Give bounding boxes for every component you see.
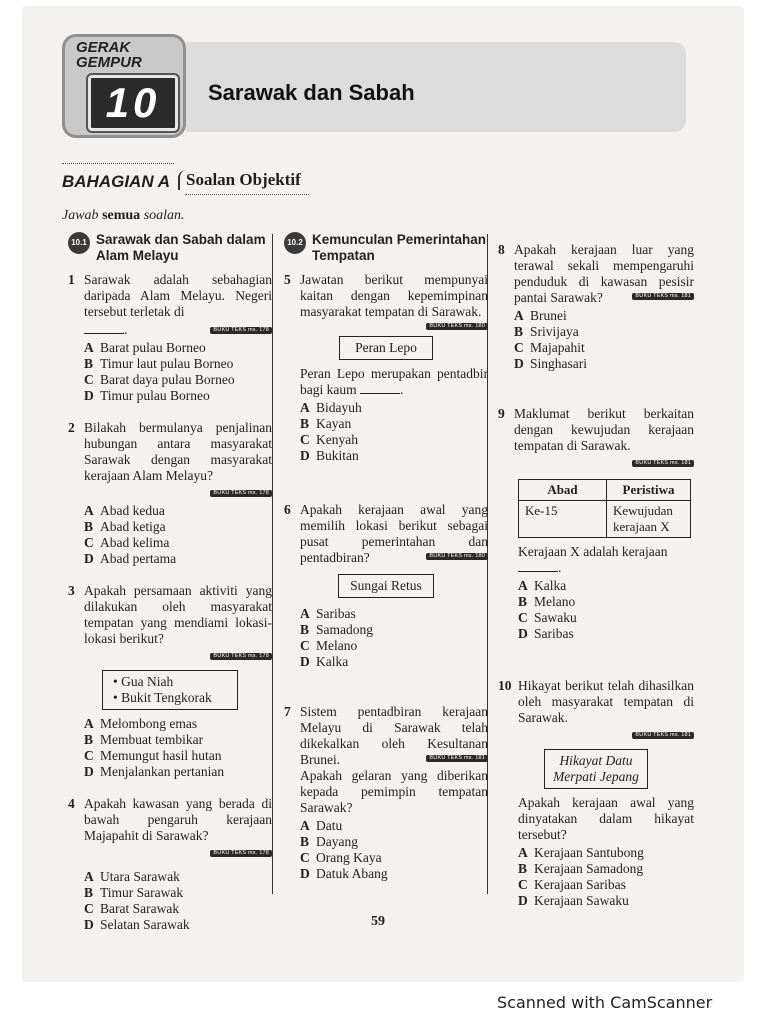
question-text: Hikayat berikut telah dihasilkan oleh masyarakat tempatan di Sarawak. (518, 678, 694, 725)
option[interactable]: C Kerajaan Saribas (518, 877, 626, 892)
textbook-ref-badge: BUKU TEKS ms. 180 (426, 553, 488, 560)
options (84, 716, 272, 780)
option[interactable]: D Kerajaan Sawaku (518, 893, 629, 908)
section-subtitle: Soalan Objektif (178, 170, 301, 190)
option[interactable]: B Abad ketiga (84, 519, 166, 534)
option[interactable]: D Abad pertama (84, 551, 177, 566)
textbook-ref-badge: BUKU TEKS ms. 178 (210, 653, 272, 660)
option[interactable]: A Kalka (518, 578, 567, 593)
answer-blank (518, 571, 558, 572)
option[interactable]: D Bukitan (300, 448, 359, 463)
option[interactable]: C Orang Kaya (300, 850, 382, 865)
info-box: Peran Lepo (339, 336, 433, 360)
instruction: Jawab semua soalan. (62, 208, 185, 223)
question-text: Maklumat berikut berkaitan dengan kewujudan kerajaan tempatan di Sarawak. (514, 406, 694, 453)
option[interactable]: A Bidayuh (300, 400, 362, 415)
option[interactable]: D Selatan Sarawak (84, 917, 190, 932)
textbook-ref-badge: BUKU TEKS ms. 181 (632, 460, 694, 467)
badge-line-1: GERAK (76, 39, 131, 56)
option[interactable]: D Singhasari (514, 356, 587, 371)
textbook-ref-badge: BUKU TEKS ms. 181 (426, 755, 488, 762)
options (514, 308, 694, 372)
option[interactable]: C Barat Sarawak (84, 901, 180, 916)
option[interactable]: C Sawaku (518, 610, 577, 625)
option[interactable]: B Membuat tembikar (84, 732, 204, 747)
question-stem: Apakah kerajaan awal yang dinyatakan dalam hikayat tersebut? (518, 795, 694, 842)
column-divider (272, 234, 273, 894)
column-3: 8 Apakah kerajaan luar yang terawal sekali mempengaruhi penduduk di kawasan pesisir pantai Sarawak? BUKU TEKS ms. 181 A Brunei B Srivijaya C Majapahit D Singhasari 9 Maklumat berikut berkaitan dengan kewujudan kerajaan tempatan di Sarawak. BUKU TEKS ms. 181 Abad Peristiwa Ke-15 Kewujudan kerajaan X Kerajaan X adalah kerajaan . A Kalka B Melano C Sawaku D Saribas 10 Hikayat berikut telah dihasilkan oleh masyarakat tempatan di Sarawak. BUKU TEKS ms. 181 Hikayat Datu Merpati Jepang Apakah kerajaan awal yang dinyatakan dalam hikayat tersebut? A Kerajaan Santubong B Kerajaan Samadong C Kerajaan Saribas D Kerajaan Sawaku (498, 242, 694, 908)
question-2: 2 Bilakah bermulanya penjalinan hubungan antara masyarakat Sarawak dengan masyarakat kerajaan Alam Melayu? (68, 420, 272, 483)
question-text: Apakah persamaan aktiviti yang dilakukan oleh masyarakat tempatan yang mendiami lokasi-lokasi berikut? (84, 583, 272, 646)
subtopic-badge: 10.1 (68, 232, 90, 254)
column-2: 10.2 Kemunculan Pemerintahan Tempatan 5 Jawatan berikut mempunyai kaitan dengan kepemimpinan masyarakat tempatan di Sarawak. BUKU TEKS ms. 180 Peran Lepo Peran Lepo merupakan pentadbir bagi kaum . A Bidayuh B Kayan C Kenyah D Bukitan 6 Apakah kerajaan awal yang memilih lokasi berikut sebagai pusat pemerintahan dan pentadbiran? BUKU TEKS ms. 180 Sungai Retus A Saribas B Samadong C Melano D Kalka 7 Sistem pentadbiran kerajaan Melayu di Sarawak telah dikekalkan oleh Kesultanan Brunei. BUKU TEKS ms. 181 Apakah gelaran yang diberikan kepada pemimpin tempatan Sarawak? A Datu B Dayang C Orang Kaya D Datuk Abang (284, 232, 488, 881)
option[interactable]: C Memungut hasil hutan (84, 748, 222, 763)
option[interactable]: C Kenyah (300, 432, 358, 447)
question-9: 9 Maklumat berikut berkaitan dengan kewujudan kerajaan tempatan di Sarawak. (498, 406, 694, 453)
question-text: Apakah kerajaan luar yang terawal sekali mempengaruhi penduduk di kawasan pesisir pantai Sarawak? (514, 242, 694, 305)
option[interactable]: B Melano (518, 594, 576, 609)
question-text: Sarawak adalah sebahagian daripada Alam Melayu. Negeri tersebut terletak di (84, 272, 272, 319)
option[interactable]: C Majapahit (514, 340, 585, 355)
badge-line-2: GEMPUR (76, 54, 142, 71)
option[interactable]: D Saribas (518, 626, 574, 641)
info-box: Hikayat Datu Merpati Jepang (544, 749, 648, 789)
options (84, 869, 272, 933)
question-1: 1 Sarawak adalah sebahagian daripada Alam Melayu. Negeri tersebut terletak di . BUKU TEKS ms. 178 (68, 272, 272, 337)
section-label: BAHAGIAN A (62, 172, 170, 191)
option[interactable]: A Utara Sarawak (84, 869, 180, 884)
options (84, 340, 272, 404)
subtopic-heading (284, 232, 488, 264)
info-box: • Gua Niah • Bukit Tengkorak (102, 670, 238, 710)
option[interactable]: C Barat daya pulau Borneo (84, 372, 235, 387)
question-4: 4 Apakah kawasan yang berada di bawah pengaruh kerajaan Majapahit di Sarawak? (68, 796, 272, 843)
options (84, 503, 272, 567)
option[interactable]: D Datuk Abang (300, 866, 388, 881)
option[interactable]: A Datu (300, 818, 343, 833)
options (300, 606, 488, 670)
column-1 (68, 232, 272, 933)
question-3: 3 Apakah persamaan aktiviti yang dilakukan oleh masyarakat tempatan yang mendiami lokasi-lokasi berikut? (68, 583, 272, 646)
question-text: Apakah kerajaan awal yang memilih lokasi berikut sebagai pusat pemerintahan dan pentadbiran? (300, 502, 488, 565)
dotted-rule (185, 194, 309, 195)
option[interactable]: D Kalka (300, 654, 349, 669)
option[interactable]: A Saribas (300, 606, 356, 621)
question-text: Apakah kawasan yang berada di bawah pengaruh kerajaan Majapahit di Sarawak? (84, 796, 272, 843)
question-text: Sistem pentadbiran kerajaan Melayu di Sarawak telah dikekalkan oleh Kesultanan Brunei. (300, 704, 488, 767)
option[interactable]: B Srivijaya (514, 324, 579, 339)
options (518, 845, 694, 909)
option[interactable]: B Kayan (300, 416, 352, 431)
info-box: Sungai Retus (338, 574, 434, 598)
textbook-ref-badge: BUKU TEKS ms. 178 (210, 327, 272, 334)
option[interactable]: A Melombong emas (84, 716, 198, 731)
option[interactable]: D Menjalankan pertanian (84, 764, 225, 779)
question-stem: Kerajaan X adalah kerajaan (518, 544, 668, 559)
option[interactable]: B Timur laut pulau Borneo (84, 356, 234, 371)
option[interactable]: C Melano (300, 638, 358, 653)
option[interactable]: A Barat pulau Borneo (84, 340, 206, 355)
dotted-rule (62, 163, 174, 164)
textbook-ref-badge: BUKU TEKS ms. 178 (210, 490, 272, 497)
scanner-watermark: Scanned with CamScanner (497, 993, 713, 1012)
info-table (518, 479, 691, 538)
chapter-number: 10 (88, 75, 178, 131)
option[interactable]: B Timur Sarawak (84, 885, 184, 900)
chapter-badge-label (76, 40, 142, 70)
answer-blank (360, 393, 400, 394)
option[interactable]: B Kerajaan Samadong (518, 861, 644, 876)
options (300, 818, 488, 882)
question-8: 8 Apakah kerajaan luar yang terawal sekali mempengaruhi penduduk di kawasan pesisir pantai Sarawak? BUKU TEKS ms. 181 (498, 242, 694, 305)
option[interactable]: D Timur pulau Borneo (84, 388, 210, 403)
option[interactable]: A Kerajaan Santubong (518, 845, 644, 860)
question-6: 6 Apakah kerajaan awal yang memilih lokasi berikut sebagai pusat pemerintahan dan pentadbiran? BUKU TEKS ms. 180 (284, 502, 488, 565)
option[interactable]: B Samadong (300, 622, 373, 637)
textbook-ref-badge: BUKU TEKS ms. 181 (632, 293, 694, 300)
question-text: Bilakah bermulanya penjalinan hubungan antara masyarakat Sarawak dengan masyarakat kerajaan Alam Melayu? (84, 420, 272, 483)
question-7: 7 Sistem pentadbiran kerajaan Melayu di Sarawak telah dikekalkan oleh Kesultanan Brunei. BUKU TEKS ms. 181 Apakah gelaran yang diberikan kepada pemimpin tempatan Sarawak? (284, 704, 488, 815)
question-5: 5 Jawatan berikut mempunyai kaitan dengan kepemimpinan masyarakat tempatan di Sarawak. BUKU TEKS ms. 180 (284, 272, 488, 329)
options (518, 578, 694, 642)
question-stem: Apakah gelaran yang diberikan kepada pemimpin tempatan Sarawak? (300, 768, 488, 815)
chapter-title: Sarawak dan Sabah (208, 80, 415, 105)
page-number: 59 (371, 914, 385, 929)
table-header-row: Abad Peristiwa (519, 480, 691, 501)
answer-blank (84, 333, 124, 334)
option[interactable]: C Abad kelima (84, 535, 170, 550)
question-10: 10 Hikayat berikut telah dihasilkan oleh masyarakat tempatan di Sarawak. (498, 678, 694, 725)
subtopic-title: Kemunculan Pemerintahan Tempatan (312, 232, 487, 263)
option[interactable]: B Dayang (300, 834, 358, 849)
options (300, 400, 488, 464)
textbook-ref-badge: BUKU TEKS ms. 178 (210, 850, 272, 857)
table-row: Ke-15 Kewujudan kerajaan X (519, 501, 691, 538)
question-stem: Peran Lepo merupakan pentadbir bagi kaum (300, 366, 488, 397)
subtopic-title: Sarawak dan Sabah dalam Alam Melayu (96, 232, 266, 263)
question-text: Jawatan berikut mempunyai kaitan dengan kepemimpinan masyarakat tempatan di Sarawak. (300, 272, 488, 319)
option[interactable]: A Brunei (514, 308, 567, 323)
subtopic-badge: 10.2 (284, 232, 306, 254)
textbook-ref-badge: BUKU TEKS ms. 181 (632, 732, 694, 739)
option[interactable]: A Abad kedua (84, 503, 165, 518)
textbook-ref-badge: BUKU TEKS ms. 180 (426, 323, 488, 330)
subtopic-heading (68, 232, 272, 264)
